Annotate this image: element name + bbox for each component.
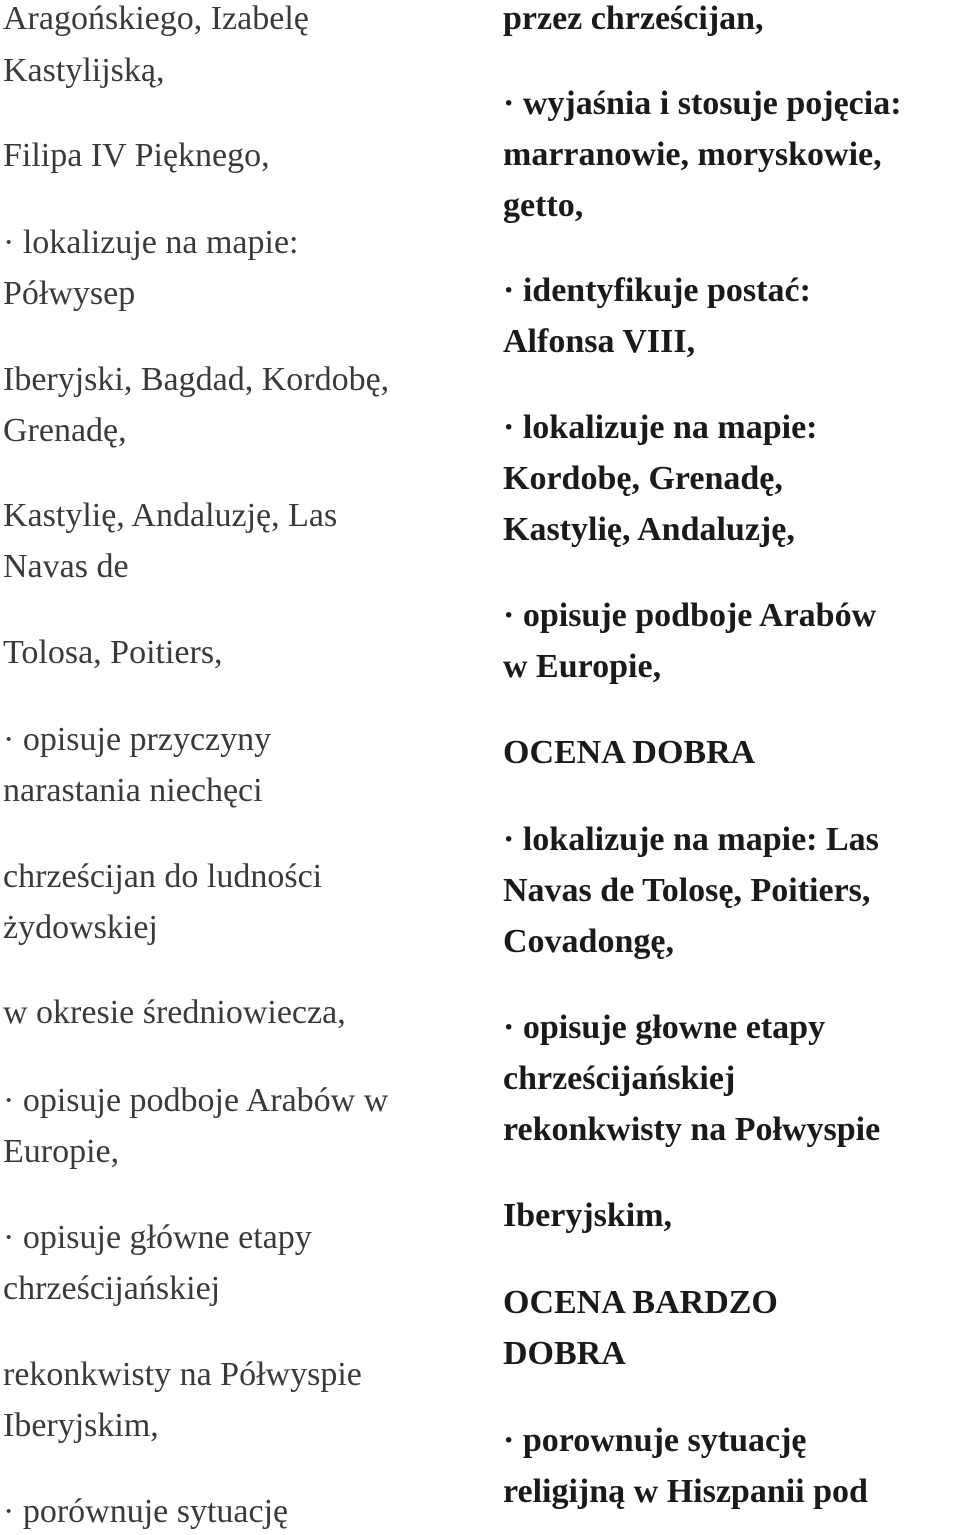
right-line: · opisuje głowne etapy xyxy=(503,1009,826,1046)
right-line: · opisuje podboje Arabów xyxy=(503,597,877,634)
left-line: Aragońskiego, Izabelę xyxy=(3,0,309,37)
grade-heading: OCENA DOBRA xyxy=(503,734,756,771)
left-line: Kastylijską, xyxy=(3,52,165,89)
left-line: Grenadę, xyxy=(3,412,127,449)
left-line: Europie, xyxy=(3,1133,120,1170)
left-line: chrześcijańskiej xyxy=(3,1270,221,1307)
left-line: Tolosa, Poitiers, xyxy=(3,634,223,671)
left-line: Iberyjskim, xyxy=(3,1407,159,1444)
left-line: · opisuje przyczyny xyxy=(3,721,272,758)
right-line: Kordobę, Grenadę, xyxy=(503,460,783,497)
left-line: Navas de xyxy=(3,548,129,585)
right-line: · lokalizuje na mapie: Las xyxy=(503,821,879,858)
right-line: religijną w Hiszpanii pod xyxy=(503,1473,868,1510)
right-line: Covadongę, xyxy=(503,923,674,960)
grade-heading: OCENA BARDZO xyxy=(503,1284,778,1321)
right-line: Iberyjskim, xyxy=(503,1197,673,1234)
right-line: · identyfikuje postać: xyxy=(503,272,811,309)
left-line: Iberyjski, Bagdad, Kordobę, xyxy=(3,361,390,398)
left-line: Półwysep xyxy=(3,275,136,312)
right-line: chrześcijańskiej xyxy=(503,1060,736,1097)
right-line: Navas de Tolosę, Poitiers, xyxy=(503,872,871,909)
right-line: · porownuje sytuację xyxy=(503,1422,807,1459)
right-line: w Europie, xyxy=(503,648,662,685)
right-line: getto, xyxy=(503,187,584,224)
grade-heading: DOBRA xyxy=(503,1335,626,1372)
left-line: Kastylię, Andaluzję, Las xyxy=(3,497,338,534)
left-line: Filipa IV Pięknego, xyxy=(3,137,270,174)
left-line: · lokalizuje na mapie: xyxy=(3,224,299,261)
right-line: rekonkwisty na Połwyspie xyxy=(503,1111,881,1148)
left-line: · porównuje sytuację xyxy=(3,1493,289,1530)
left-line: · opisuje główne etapy xyxy=(3,1219,312,1256)
left-line: · opisuje podboje Arabów w xyxy=(3,1082,389,1119)
right-line: · wyjaśnia i stosuje pojęcia: xyxy=(503,85,902,122)
right-line: przez chrześcijan, xyxy=(503,0,764,37)
right-line: Alfonsa VIII, xyxy=(503,323,696,360)
right-line: marranowie, moryskowie, xyxy=(503,136,882,173)
right-line: · lokalizuje na mapie: xyxy=(503,409,818,446)
left-line: rekonkwisty na Półwyspie xyxy=(3,1356,362,1393)
left-line: żydowskiej xyxy=(3,909,158,946)
right-line: Kastylię, Andaluzję, xyxy=(503,511,795,548)
left-line: w okresie średniowiecza, xyxy=(3,994,346,1031)
left-line: chrześcijan do ludności xyxy=(3,858,323,895)
left-line: narastania niechęci xyxy=(3,772,263,809)
